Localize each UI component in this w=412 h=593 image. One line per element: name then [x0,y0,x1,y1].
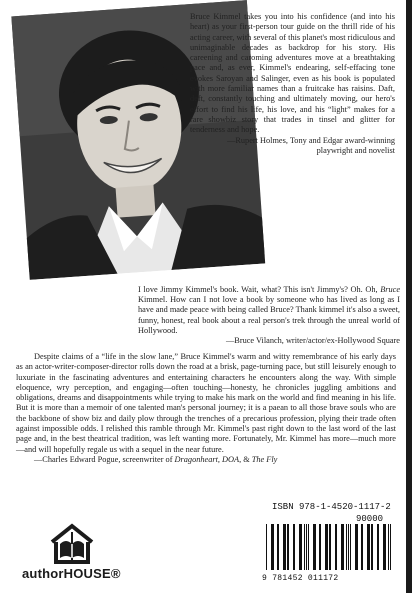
blurb-text: Despite claims of a “life in the slow lane,” Bruce Kimmel's warm and witty remembrance of his early days as an actor-writer-composer-director rolls down the road at a brisk, page-turning pace, but still leisurely enough to luxuriate in the fascinating adventures and entertaining characters he encounters along the way. With simple eloquence, wry perception, and engaging—often touching—honesty, he chronicles juggling ambitions and obligations, dreams and disappointments while trying to make his mark on the world and find meaning in his life. But it is more than a memoir of one talented man's personal journey; it is a paean to all those brave souls who are the backbone of show biz and daily plow through the trenches of a precarious profession, plying their trade often against impossible odds. I relished this ramble through Mr. Kimmel's past right down to the last word of the last page and, in the best theatrical tradition, was left wanting more. Fortunately, Mr. Kimmel has more—much more—and will hopefully regale us with a sequel in the near future. [16,352,396,454]
film-title: DOA [222,454,240,464]
film-title: Dragonheart [174,454,218,464]
blurb-text: Bruce Kimmel takes you into his confidence (and into his heart) as your first-person tour guide on the thrill ride of his acting career, with several of this planet's most ridiculous and unimaginable decades as backdrop for his story. His careening and caroming adventures move at a breathtaking pace and, as ever, Kimmel's endearing, self-effacing tone evokes Saroyan and Salinger, even as his book is populated with more familiar names than a fruitcake has raisins. Daft, deft, constantly touching and ultimately moving, our hero's effort to find his life, his love, and his “light” makes for a rare showbiz story that trades in tinsel and glitter for tenderness and hope. [190,12,395,135]
barcode-bar [346,524,347,570]
blurb-attribution: —Rupert Holmes, Tony and Edgar award-winning playwright and novelist [227,135,395,155]
barcode-bar [383,524,386,570]
barcode-bar [319,524,321,570]
barcode-bar [371,524,373,570]
publisher-name: authorHOUSE® [22,566,121,581]
barcode-number: 9 781452 011172 [262,574,339,583]
blurb-attribution: —Charles Edward Pogue, screenwriter of Dragonheart, DOA, & The Fly [34,454,278,464]
barcode-bar [361,524,363,570]
authorhouse-house-icon [50,522,94,569]
blurb-attribution: —Bruce Vilanch, writer/actor/ex-Hollywood Square [226,336,400,346]
blurb-rupert-holmes [190,12,395,156]
barcode-bar [335,524,337,570]
spine-edge [406,0,412,593]
barcode-bar [308,524,309,570]
barcode-bar [367,524,370,570]
barcode-bar [341,524,344,570]
barcode [264,524,396,574]
barcode-bar [377,524,379,570]
price-code: 90000 [356,514,384,524]
barcode-bar [271,524,274,570]
barcode-bar [277,524,279,570]
publisher-logo [22,522,122,582]
barcode-bar [325,524,328,570]
barcode-bar [293,524,295,570]
blurb-bruce-vilanch [138,285,400,346]
barcode-bar [350,524,351,570]
barcode-bar [355,524,358,570]
film-title: The Fly [251,454,278,464]
barcode-bar [287,524,289,570]
barcode-bar [313,524,316,570]
barcode-bar [304,524,305,570]
blurb-charles-pogue [16,352,396,465]
barcode-bar [329,524,331,570]
barcode-bar [306,524,307,570]
barcode-bar [388,524,389,570]
isbn-label: ISBN 978-1-4520-1117-2 [272,502,391,512]
barcode-bar [348,524,349,570]
barcode-bar [299,524,302,570]
blurb-text-before: I love Jimmy Kimmel's book. Wait, what? This isn't Jimmy's? Oh. Oh, [138,285,381,294]
blurb-text-italic: Bruce [380,285,400,294]
barcode-bar [283,524,286,570]
blurb-text-after: Kimmel. How can I not love a book by someone who has lived as long as I have and made peace with being called Bruce? Thank kimmel it's also a sweet, funny, honest, real book about a real person's trek through the unreal world of Hollywood. [138,295,400,335]
barcode-bar [390,524,391,570]
barcode-bar [266,524,267,570]
